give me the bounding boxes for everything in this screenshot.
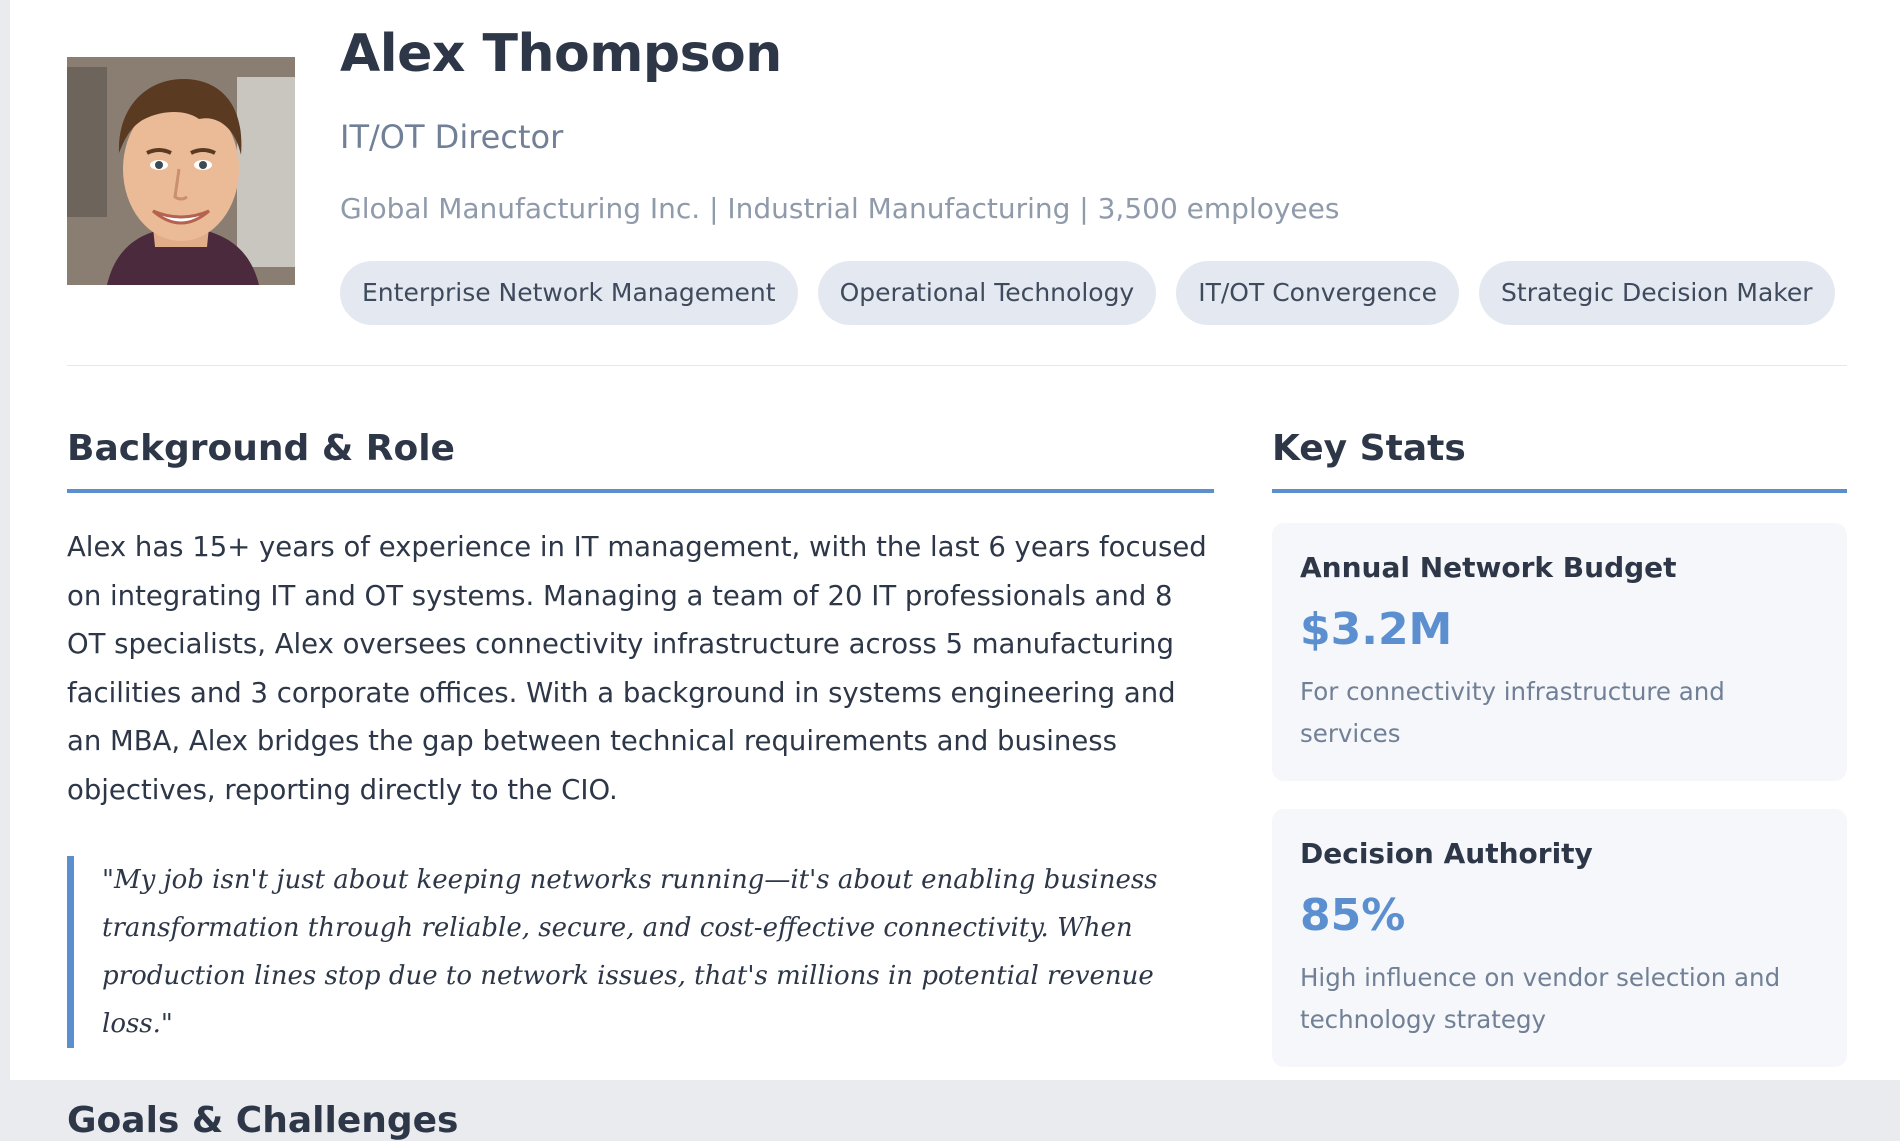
- persona-quote: "My job isn't just about keeping networks running—it's about enabling business transformation through reliable, secure, and cost-effective connectivity. When production lines stop due to network issues, that's millions in potential revenue loss.": [67, 856, 1214, 1048]
- stat-description: For connectivity infrastructure and services: [1300, 677, 1725, 748]
- stat-label: Decision Authority: [1300, 837, 1593, 870]
- stat-value: 85%: [1300, 890, 1406, 941]
- company-info: Global Manufacturing Inc. | Industrial Manufacturing | 3,500 employees: [340, 192, 1340, 225]
- key-stats-heading: Key Stats: [1272, 428, 1847, 493]
- background-heading: Background & Role: [67, 428, 1214, 493]
- tag-operational-technology: Operational Technology: [818, 261, 1157, 325]
- background-body: Alex has 15+ years of experience in IT management, with the last 6 years focused on integrating IT and OT systems. Managing a team of 20 IT professionals and 8 OT specialists, Alex oversees connectivity infrastructure across 5 manufacturing facilities and 3 corporate offices. With a background in systems engineering and an MBA, Alex bridges the gap between technical requirements and business objectives, reporting directly to the CIO.: [67, 531, 1207, 806]
- persona-page: [10, 0, 1900, 1141]
- persona-content: [67, 0, 1847, 1141]
- stat-label: Annual Network Budget: [1300, 551, 1677, 584]
- key-stats-section: [1272, 428, 1847, 1067]
- stat-card-network-budget: [1272, 523, 1847, 781]
- stat-value: $3.2M: [1300, 604, 1453, 655]
- tag-it-ot-convergence: IT/OT Convergence: [1176, 261, 1459, 325]
- tag-list: [340, 261, 1835, 325]
- persona-name: Alex Thompson: [340, 24, 782, 84]
- profile-header: [67, 0, 1847, 366]
- persona-title: IT/OT Director: [340, 118, 564, 156]
- stat-description: High influence on vendor selection and technology strategy: [1300, 963, 1781, 1034]
- tag-strategic-decision-maker: Strategic Decision Maker: [1479, 261, 1834, 325]
- avatar-portrait: [67, 57, 295, 285]
- goals-heading: Goals & Challenges: [67, 1100, 459, 1141]
- tag-enterprise-network-management: Enterprise Network Management: [340, 261, 798, 325]
- background-section: [67, 428, 1214, 1141]
- avatar: [67, 57, 295, 285]
- stat-card-decision-authority: [1272, 809, 1847, 1067]
